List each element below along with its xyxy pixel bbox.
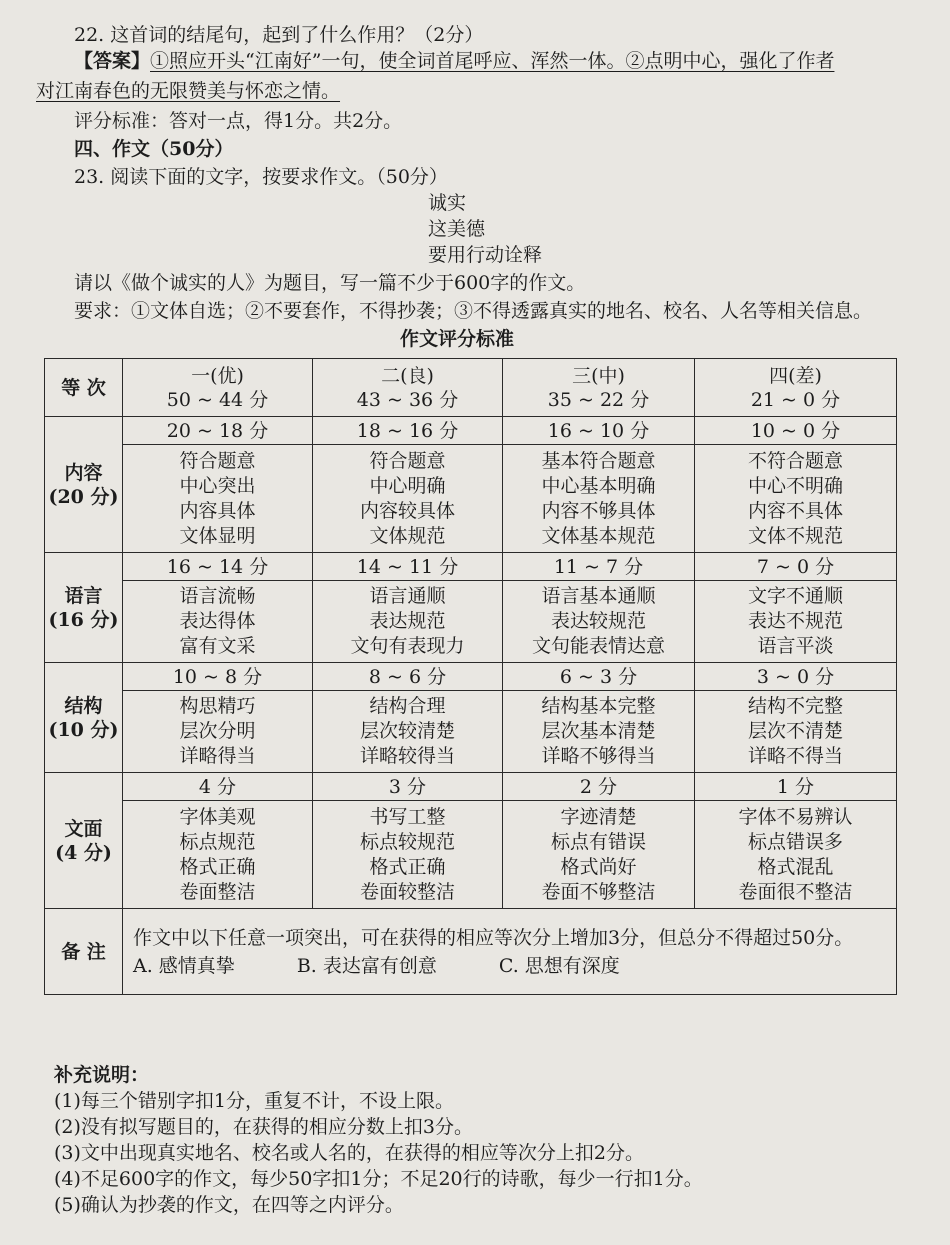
grade-3-range: 35 ~ 22 分 [547, 388, 650, 411]
structure-score-4: 3 ~ 0 分 [695, 663, 897, 691]
appearance-score-2: 3 分 [313, 773, 503, 801]
grade-1-cell [123, 359, 313, 417]
grade-3-cell [503, 359, 695, 417]
appearance-desc-1: 字体美观 标点规范 格式正确 卷面整洁 [123, 801, 313, 909]
answer-text-1: ①照应开头“江南好”一句，使全词首尾呼应、浑然一体。②点明中心，强化了作者 [150, 50, 835, 72]
appearance-desc-4: 字体不易辨认 标点错误多 格式混乱 卷面很不整洁 [695, 801, 897, 909]
section-heading: 四、作文（50分） [74, 138, 234, 160]
grade-2-cell [313, 359, 503, 417]
supplement-item-5: (5)确认为抄袭的作文，在四等之内评分。 [54, 1194, 404, 1216]
essay-prompt: 请以《做个诚实的人》为题目，写一篇不少于600字的作文。 [74, 272, 586, 294]
structure-score-1: 10 ~ 8 分 [123, 663, 313, 691]
grade-4-name: 四(差) [769, 364, 822, 387]
supplement-item-4: (4)不足600字的作文，每少50字扣1分；不足20行的诗歌，每少一行扣1分。 [54, 1168, 703, 1190]
content-score-1: 20 ~ 18 分 [123, 417, 313, 445]
grade-4-range: 21 ~ 0 分 [750, 388, 841, 411]
structure-score-3: 6 ~ 3 分 [503, 663, 695, 691]
grade-1-name: 一(优) [191, 364, 244, 387]
appearance-category: 文面 (4 分) [45, 773, 123, 909]
structure-score-2: 8 ~ 6 分 [313, 663, 503, 691]
note-option-b: B. 表达富有创意 [296, 954, 437, 977]
poem-line-3: 要用行动诠释 [428, 244, 543, 266]
appearance-score-3: 2 分 [503, 773, 695, 801]
rubric-title: 作文评分标准 [400, 328, 515, 350]
appearance-desc-2: 书写工整 标点较规范 格式正确 卷面较整洁 [313, 801, 503, 909]
language-category: 语言 (16 分) [45, 553, 123, 663]
content-score-2: 18 ~ 16 分 [313, 417, 503, 445]
structure-desc-row [45, 691, 897, 773]
grade-2-name: 二(良) [381, 364, 434, 387]
content-desc-1: 符合题意 中心突出 内容具体 文体显明 [123, 445, 313, 553]
supplement-item-1: (1)每三个错别字扣1分，重复不计，不设上限。 [54, 1090, 455, 1112]
appearance-desc-3: 字迹清楚 标点有错误 格式尚好 卷面不够整洁 [503, 801, 695, 909]
language-desc-2: 语言通顺 表达规范 文句有表现力 [313, 581, 503, 663]
notes-text: 作文中以下任意一项突出，可在获得的相应等次分上增加3分，但总分不得超过50分。 [133, 926, 854, 949]
structure-category: 结构 (10 分) [45, 663, 123, 773]
content-desc-4: 不符合题意 中心不明确 内容不具体 文体不规范 [695, 445, 897, 553]
q23-question: 23. 阅读下面的文字，按要求作文。（50分） [74, 166, 448, 188]
appearance-score-4: 1 分 [695, 773, 897, 801]
grade-1-range: 50 ~ 44 分 [166, 388, 269, 411]
note-option-c: C. 思想有深度 [498, 954, 620, 977]
grade-header-label: 等 次 [45, 359, 123, 417]
structure-score-row [45, 663, 897, 691]
appearance-desc-row [45, 801, 897, 909]
appearance-score-row [45, 773, 897, 801]
rubric-table [44, 358, 897, 995]
supplement-title: 补充说明： [54, 1064, 150, 1086]
q22-question: 22. 这首词的结尾句，起到了什么作用？（2分） [74, 24, 484, 46]
language-score-4: 7 ~ 0 分 [695, 553, 897, 581]
language-desc-3: 语言基本通顺 表达较规范 文句能表情达意 [503, 581, 695, 663]
language-score-3: 11 ~ 7 分 [503, 553, 695, 581]
note-option-a: A. 感情真挚 [133, 954, 235, 977]
poem-line-1: 诚实 [428, 192, 467, 214]
poem-line-2: 这美德 [428, 218, 486, 240]
notes-cell [123, 909, 897, 995]
language-score-row [45, 553, 897, 581]
content-desc-3: 基本符合题意 中心基本明确 内容不够具体 文体基本规范 [503, 445, 695, 553]
content-desc-row [45, 445, 897, 553]
content-score-3: 16 ~ 10 分 [503, 417, 695, 445]
grade-3-name: 三(中) [572, 364, 625, 387]
grade-header-row [45, 359, 897, 417]
structure-desc-2: 结构合理 层次较清楚 详略较得当 [313, 691, 503, 773]
q22-scoring: 评分标准：答对一点，得1分。共2分。 [74, 110, 403, 132]
grade-2-range: 43 ~ 36 分 [356, 388, 459, 411]
essay-requirements: 要求：①文体自选；②不要套作，不得抄袭；③不得透露真实的地名、校名、人名等相关信息。 [74, 300, 873, 322]
content-score-4: 10 ~ 0 分 [695, 417, 897, 445]
content-category: 内容 (20 分) [45, 417, 123, 553]
notes-label: 备 注 [45, 909, 123, 995]
language-score-2: 14 ~ 11 分 [313, 553, 503, 581]
q22-answer-line1 [74, 48, 834, 74]
structure-desc-4: 结构不完整 层次不清楚 详略不得当 [695, 691, 897, 773]
answer-label: 【答案】 [74, 50, 151, 72]
notes-row [45, 909, 897, 995]
supplement-item-2: (2)没有拟写题目的，在获得的相应分数上扣3分。 [54, 1116, 474, 1138]
supplement-item-3: (3)文中出现真实地名、校名或人名的，在获得的相应等次分上扣2分。 [54, 1142, 645, 1164]
grade-4-cell [695, 359, 897, 417]
structure-desc-1: 构思精巧 层次分明 详略得当 [123, 691, 313, 773]
appearance-score-1: 4 分 [123, 773, 313, 801]
language-desc-row [45, 581, 897, 663]
content-score-row [45, 417, 897, 445]
language-desc-4: 文字不通顺 表达不规范 语言平淡 [695, 581, 897, 663]
language-desc-1: 语言流畅 表达得体 富有文采 [123, 581, 313, 663]
structure-desc-3: 结构基本完整 层次基本清楚 详略不够得当 [503, 691, 695, 773]
q22-answer-line2: 对江南春色的无限赞美与怀恋之情。 [36, 80, 341, 102]
content-desc-2: 符合题意 中心明确 内容较具体 文体规范 [313, 445, 503, 553]
language-score-1: 16 ~ 14 分 [123, 553, 313, 581]
